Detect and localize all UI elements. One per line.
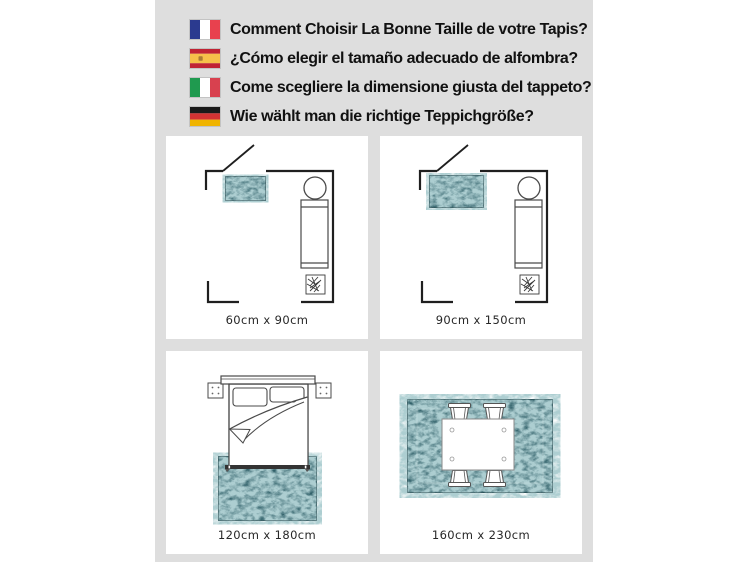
door-swing-line — [437, 145, 468, 171]
spain-flag-icon — [190, 49, 220, 68]
bed-top-view — [221, 376, 315, 472]
panel-bedroom-medium-rug — [380, 136, 582, 339]
size-label: 60cm x 90cm — [225, 313, 309, 327]
rug-60x90 — [225, 176, 266, 201]
header-row-german — [190, 107, 591, 126]
header — [190, 20, 591, 136]
panel-bedroom-small-rug — [166, 136, 368, 339]
bed-floorplan — [301, 200, 328, 268]
nightstand-right — [316, 383, 331, 398]
chair-bottom-left — [449, 471, 471, 487]
dining-table-svg — [380, 351, 582, 554]
pillow-left — [233, 388, 267, 406]
chair-bottom-right — [484, 471, 506, 487]
round-side-table — [518, 177, 540, 199]
france-flag-icon — [190, 20, 220, 39]
header-row-spanish — [190, 49, 591, 68]
spain-emblem — [199, 56, 203, 61]
nightstand-left — [208, 383, 223, 398]
headboard — [221, 376, 315, 384]
content-canvas — [155, 0, 593, 562]
panel-dining-rug — [380, 351, 582, 554]
question-french: Comment Choisir La Bonne Taille de votre Tapis? — [230, 20, 588, 38]
bed-floorplan — [515, 200, 542, 268]
germany-flag-icon — [190, 107, 220, 126]
bed-top-view-svg — [166, 351, 368, 554]
header-row-french — [190, 20, 591, 39]
header-row-italian — [190, 78, 591, 97]
round-side-table — [304, 177, 326, 199]
question-spanish: ¿Cómo elegir el tamaño adecuado de alfombra? — [230, 49, 578, 67]
panel-grid — [166, 136, 582, 554]
chair-top-left — [449, 404, 471, 420]
size-label: 120cm x 180cm — [217, 528, 317, 542]
potted-plant — [306, 275, 325, 294]
potted-plant — [520, 275, 539, 294]
door-swing-line — [223, 145, 254, 171]
panel-bed-rug — [166, 351, 368, 554]
rug-90x150 — [429, 175, 484, 208]
italy-flag-icon — [190, 78, 220, 97]
question-german: Wie wählt man die richtige Teppichgröße? — [230, 107, 534, 125]
bedroom-floorplan-svg — [166, 136, 368, 339]
chair-top-right — [484, 404, 506, 420]
question-italian: Come scegliere la dimensione giusta del tappeto? — [230, 78, 592, 96]
size-label: 160cm x 230cm — [431, 528, 531, 542]
size-label: 90cm x 150cm — [435, 313, 527, 327]
bedroom-floorplan-svg — [380, 136, 582, 339]
dining-table — [442, 419, 514, 470]
